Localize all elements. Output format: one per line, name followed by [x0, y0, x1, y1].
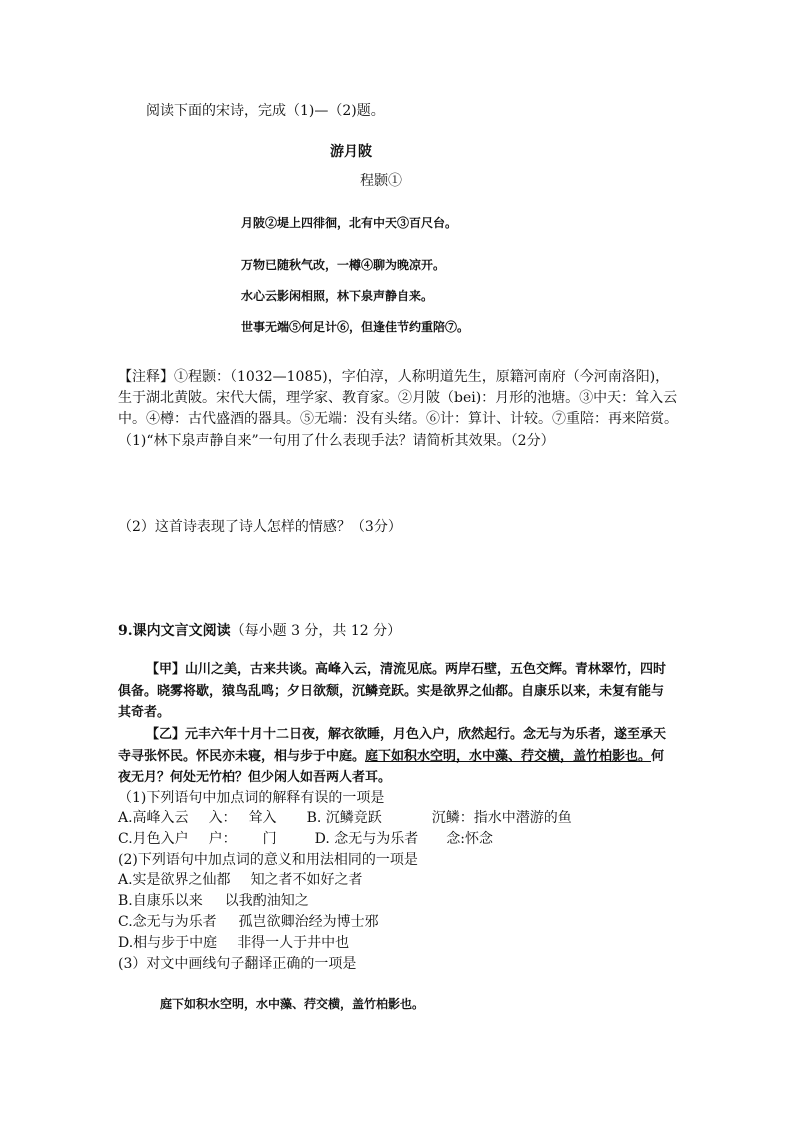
poem-line: 世事无端⑤何足计⑥，但逢佳节约重陪⑦。	[241, 320, 470, 334]
option-d: D. 念无与为乐者	[314, 831, 419, 847]
question-1: （1)“林下泉声静自来”一句用了什么表现手法？请简析其效果。（2分）	[118, 433, 555, 449]
sub-question-2-option-c	[118, 911, 379, 931]
sub-question-2: (2)下列语句中加点词的意义和用法相同的一项是	[118, 852, 418, 868]
poem-line: 月陂②堤上四徘徊，北有中天③百尺台。	[241, 216, 458, 230]
option-b-meaning: 沉鳞：指水中潜游的鱼	[431, 810, 572, 826]
option-a-meaning: 耸入	[248, 810, 277, 826]
option-b-compare: 以我酌油知之	[224, 893, 309, 909]
passage-jia: 【甲】山川之美，古来共谈。高峰入云，清流见底。两岸石壁，五色交辉。青林翠竹，四时俱备。晓雾将歇，猿鸟乱鸣；夕日欲颓，沉鳞竞跃。实是欲界之仙都。自康乐以来，未复有能与其奇者。	[118, 662, 667, 720]
option-a: A.高峰入云	[118, 810, 189, 826]
section-9-heading	[118, 620, 401, 640]
option-c-compare: 孤岂欲卿治经为博士邪	[238, 914, 379, 930]
poem-line: 万物已随秋气改，一樽④聊为晚凉开。	[241, 258, 446, 272]
underlined-sentence: 庭下如积水空明，水中藻、荇交横，盖竹柏影也。	[365, 748, 652, 764]
passage-yi-text-end: 何夜无月？何处无竹柏？但少闲人如吾两人者耳。	[118, 748, 665, 785]
section-9-scoring: （每小题 3 分，共 12 分）	[230, 623, 402, 639]
option-d-compare: 非得一人于井中也	[237, 935, 350, 951]
section-9-number: 9.课内文言文阅读	[118, 623, 231, 639]
option-c: C.念无与为乐者	[118, 914, 217, 930]
question-2: （2）这首诗表现了诗人怎样的情感？（3分）	[118, 519, 402, 535]
reading-instruction: 阅读下面的宋诗，完成（1)—（2)题。	[146, 103, 385, 119]
sub-question-1-options-cd	[118, 828, 493, 848]
option-d: D.相与步于中庭	[118, 935, 218, 951]
option-a: A.实是欲界之仙都	[118, 872, 231, 888]
option-d-meaning: 念:怀念	[446, 831, 494, 847]
sub-question-3-quote: 庭下如积水空明，水中藻、荇交横，盖竹柏影也。	[160, 997, 425, 1011]
option-c-word: 户：	[208, 831, 237, 847]
sub-question-3: (3）对文中画线句子翻译正确的一项是	[118, 956, 357, 972]
poem-line: 水心云影闲相照，林下泉声静自来。	[241, 289, 434, 303]
passage-yi	[118, 724, 676, 789]
poem-title: 游月陂	[330, 144, 372, 160]
option-c: C.月色入户	[118, 831, 189, 847]
option-b: B. 沉鳞竞跃	[306, 810, 382, 826]
sub-question-2-option-d	[118, 932, 349, 952]
poem-notes: 【注释】①程颢：（1032—1085)，字伯淳，人称明道先生，原籍河南府（今河南洛阳)，生于湖北黄陂。宋代大儒，理学家、教育家。②月陂（bei)：月形的池塘。③中天：耸入云中。④樽：古代盛酒的器具。⑤无端：没有头绪。⑥计：算计、计较。⑦重陪：再来陪赏。	[118, 369, 678, 427]
sub-question-2-option-b	[118, 890, 309, 910]
option-a-word: 入：	[208, 810, 237, 826]
sub-question-2-option-a	[118, 869, 363, 889]
sub-question-1-options-ab	[118, 807, 572, 827]
sub-question-1: （1)下列语句中加点词的解释有误的一项是	[118, 790, 385, 806]
poem-author: 程颢①	[360, 173, 402, 189]
option-a-compare: 知之者不如好之者	[250, 872, 363, 888]
option-b: B.自康乐以来	[118, 893, 203, 909]
passage-yi-text: 【乙】元丰六年十月十二日夜，解衣欲睡，月色入户，欣然起行。念无与为乐者，遂至承天寺寻张怀民。怀民亦未寝，相与步于中庭。	[118, 727, 667, 764]
option-c-meaning: 门	[262, 831, 277, 847]
